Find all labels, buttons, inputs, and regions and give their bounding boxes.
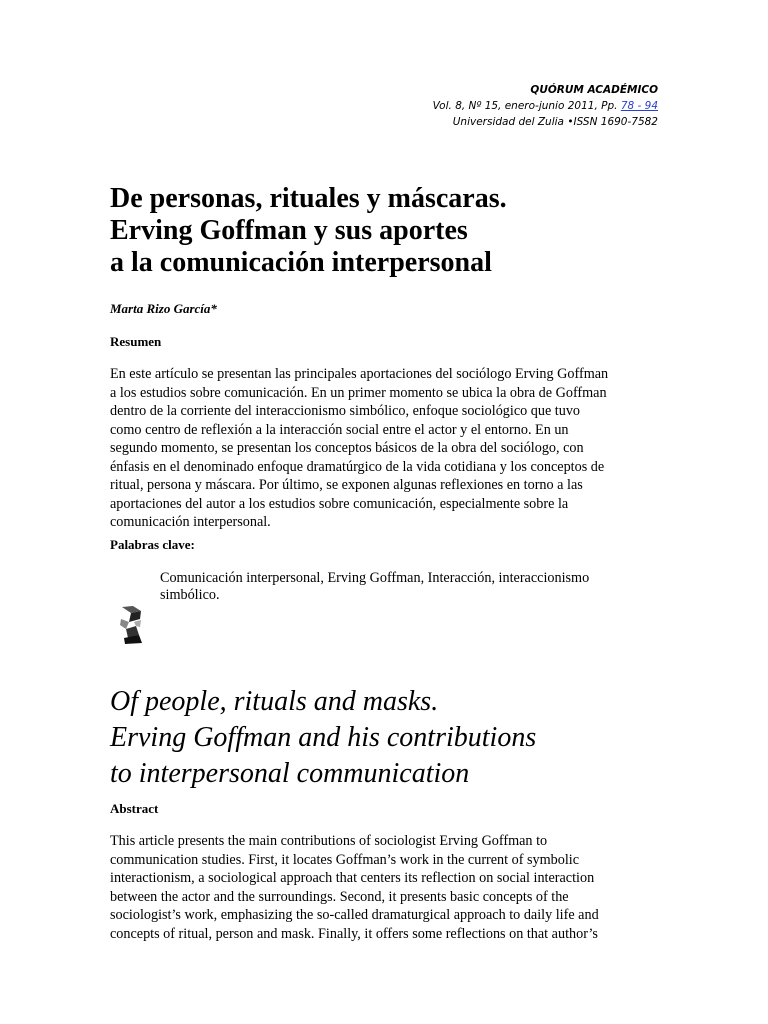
text-line: como centro de reflexión a la interacción social entre el actor y el entorno. En un <box>110 421 569 438</box>
text-line: aportaciones del autor a los estudios sobre comunicación, especialmente sobre la <box>110 495 569 512</box>
journal-header <box>433 82 658 130</box>
text-line: a los estudios sobre comunicación. En un primer momento se ubica la obra de Goffman <box>110 384 607 401</box>
title-line: De personas, rituales y máscaras. <box>110 183 507 214</box>
title-en-line: Of people, rituals and masks. <box>110 686 439 717</box>
journal-institution: Universidad del Zulia •ISSN 1690-7582 <box>452 116 658 128</box>
resumen-paragraph <box>110 365 655 532</box>
journal-issue <box>433 98 658 114</box>
text-line: concepts of ritual, person and mask. Finally, it offers some reflections on that author’s <box>110 925 598 942</box>
author-name: Marta Rizo García* <box>110 301 217 316</box>
journal-name: QUÓRUM ACADÉMICO <box>530 84 658 96</box>
abstract-heading: Abstract <box>110 801 159 816</box>
title-line: Erving Goffman y sus aportes <box>110 215 468 246</box>
resumen-heading: Resumen <box>110 334 162 349</box>
text-line: énfasis en el denominado enfoque dramatúrgico de la vida cotidiana y los conceptos de <box>110 458 605 475</box>
title-line: a la comunicación interpersonal <box>110 247 492 278</box>
text-line: between the actor and the surroundings. Second, it presents basic concepts of the <box>110 888 569 905</box>
article-title <box>110 183 670 279</box>
article-title-english <box>110 684 710 792</box>
title-en-line: to interpersonal communication <box>110 758 470 789</box>
abstract-paragraph <box>110 832 655 943</box>
text-line: interactionism, a sociological approach that centers its reflection on social interaction <box>110 870 595 886</box>
title-en-line: Erving Goffman and his contributions <box>110 722 537 753</box>
page-range-link[interactable]: 78 - 94 <box>620 100 658 112</box>
text-line: segundo momento, se presentan los conceptos básicos de la obra del sociólogo, con <box>110 440 584 456</box>
text-line: comunicación interpersonal. <box>110 514 271 530</box>
text-line: sociologist’s work, emphasizing the so-called dramaturgical approach to daily life and <box>110 907 599 923</box>
keywords-line: Comunicación interpersonal, Erving Goffman, Interacción, interaccionismo <box>160 570 590 586</box>
journal-issue-text: Vol. 8, Nº 15, enero-junio 2011, Pp. <box>432 100 621 112</box>
text-line: dentro de la corriente del interaccionismo simbólico, enfoque sociológico que tuvo <box>110 403 581 419</box>
keywords-list <box>160 570 660 604</box>
text-line: communication studies. First, it locates Goffman’s work in the current of symbolic <box>110 851 580 868</box>
keywords-line: simbólico. <box>160 587 220 603</box>
text-line: This article presents the main contributions of sociologist Erving Goffman to <box>110 833 548 849</box>
journal-logo-icon <box>119 605 145 645</box>
text-line: En este artículo se presentan las principales aportaciones del sociólogo Erving Goffman <box>110 366 609 382</box>
text-line: ritual, persona y máscara. Por último, se exponen algunas reflexiones en torno a las <box>110 477 583 493</box>
keywords-heading: Palabras clave: <box>110 537 195 552</box>
